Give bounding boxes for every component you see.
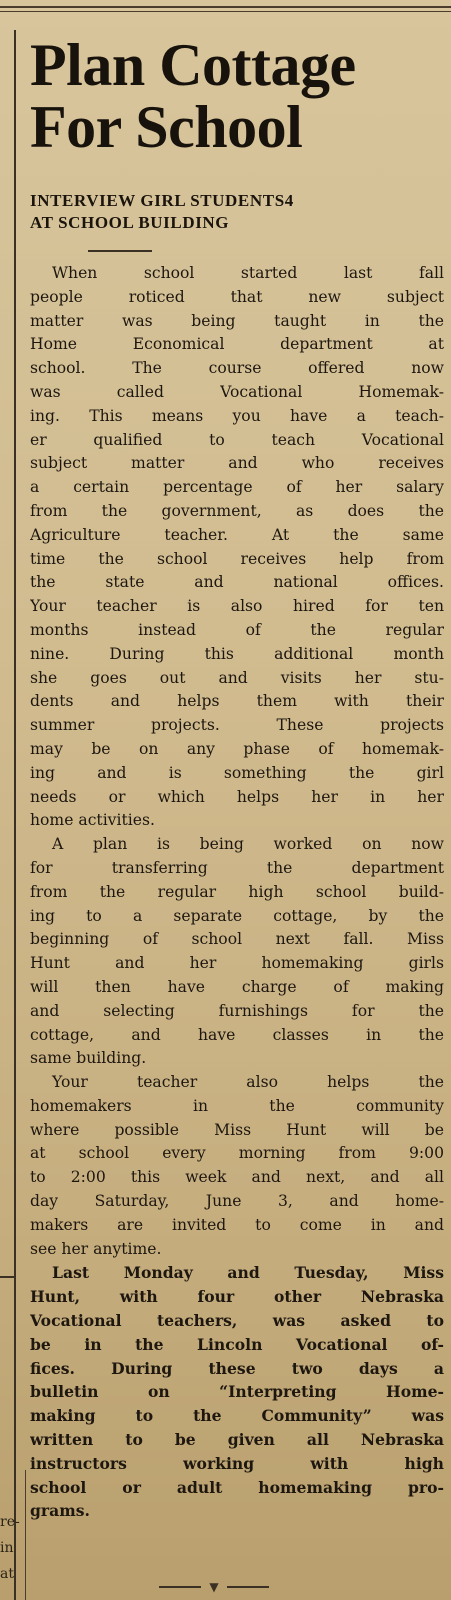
article-line: to 2:00 this week and next, and all [30, 1168, 444, 1187]
subheadline-line: AT SCHOOL BUILDING [30, 213, 230, 232]
left-column-dash [0, 1276, 14, 1278]
article-line: where possible Miss Hunt will be [30, 1120, 444, 1139]
article-line: written to be given all Nebraska [30, 1430, 444, 1450]
article-line: making to the Community” was [30, 1406, 444, 1426]
article-line: months instead of the regular [30, 620, 444, 639]
article-line: makers are invited to come in and [30, 1215, 444, 1234]
article-paragraph [30, 1071, 444, 1261]
article-line: Agriculture teacher. At the same [30, 525, 444, 544]
adjacent-column-fragment: re- [0, 1514, 20, 1530]
article-line: Your teacher is also hired for ten [30, 597, 444, 616]
article-body [30, 262, 444, 1523]
article-line: and selecting furnishings for the [30, 1001, 444, 1020]
article-line: same building. [30, 1049, 147, 1068]
article-line: nine. During this additional month [30, 644, 444, 663]
headline [30, 34, 440, 158]
article-line: bulletin on “Interpreting Home- [30, 1382, 444, 1402]
article-line: Vocational teachers, was asked to [30, 1311, 444, 1331]
article-line: er qualified to teach Vocational [30, 430, 444, 449]
article-line: people roticed that new subject [30, 287, 444, 306]
article-line: grams. [30, 1501, 90, 1521]
article-line: from the government, as does the [30, 501, 444, 520]
article-line: homemakers in the community [30, 1096, 444, 1115]
top-rule [0, 6, 451, 8]
article-line: ing to a separate cottage, by the [30, 906, 444, 925]
article-line: Last Monday and Tuesday, Miss [52, 1263, 444, 1283]
article-line: dents and helps them with their [30, 692, 444, 711]
article-line: fices. During these two days a [30, 1358, 444, 1378]
article-line: time the school receives help from [30, 549, 444, 568]
column-rule-inner [25, 1470, 26, 1600]
headline-line: Plan Cottage [30, 32, 356, 98]
article-line: Home Economical department at [30, 335, 444, 354]
article-paragraph [30, 1261, 444, 1523]
article-line: home activities. [30, 811, 155, 830]
adjacent-column-fragment: at [0, 1566, 14, 1582]
article-line: school or adult homemaking pro- [30, 1477, 444, 1497]
article-line: a certain percentage of her salary [30, 478, 444, 497]
end-mark-icon: ▼ [209, 1580, 219, 1594]
article-line: was called Vocational Homemak- [30, 382, 444, 401]
article-line: ing and is something the girl [30, 763, 444, 782]
adjacent-column-fragment: in [0, 1540, 14, 1556]
article-line: beginning of school next fall. Miss [30, 930, 444, 949]
article-paragraph [30, 262, 444, 833]
article-line: she goes out and visits her stu- [30, 668, 444, 687]
article-line: will then have charge of making [30, 977, 444, 996]
article-line: instructors working with high [30, 1453, 444, 1473]
subheadline [30, 190, 444, 234]
top-rule-thin [0, 11, 451, 12]
article-line: Hunt and her homemaking girls [30, 954, 444, 973]
end-ornament [144, 1580, 284, 1594]
article-line: When school started last fall [52, 264, 444, 282]
article-paragraph [30, 833, 444, 1071]
article-line: from the regular high school build- [30, 882, 444, 901]
article-line: school. The course offered now [30, 359, 444, 378]
subheadline-line: INTERVIEW GIRL STUDENTS4 [30, 191, 294, 210]
article-line: see her anytime. [30, 1239, 162, 1258]
article-line: A plan is being worked on now [52, 835, 444, 854]
article-line: ing. This means you have a teach- [30, 406, 444, 425]
headline-line: For School [30, 94, 303, 160]
article-line: at school every morning from 9:00 [30, 1144, 444, 1163]
article-line: cottage, and have classes in the [30, 1025, 444, 1044]
article-line: be in the Lincoln Vocational of- [30, 1334, 444, 1354]
article-line: for transferring the department [30, 858, 444, 877]
article-line: needs or which helps her in her [30, 787, 444, 806]
article-line: may be on any phase of homemak- [30, 739, 444, 758]
article-line: day Saturday, June 3, and home- [30, 1192, 444, 1211]
column-rule [14, 30, 16, 1600]
article-line: Your teacher also helps the [52, 1073, 444, 1092]
article-line: matter was being taught in the [30, 311, 444, 330]
article-line: summer projects. These projects [30, 716, 444, 735]
subhead-divider [88, 250, 152, 252]
article-line: the state and national offices. [30, 573, 444, 592]
article-line: Hunt, with four other Nebraska [30, 1287, 444, 1307]
article-line: subject matter and who receives [30, 454, 444, 473]
